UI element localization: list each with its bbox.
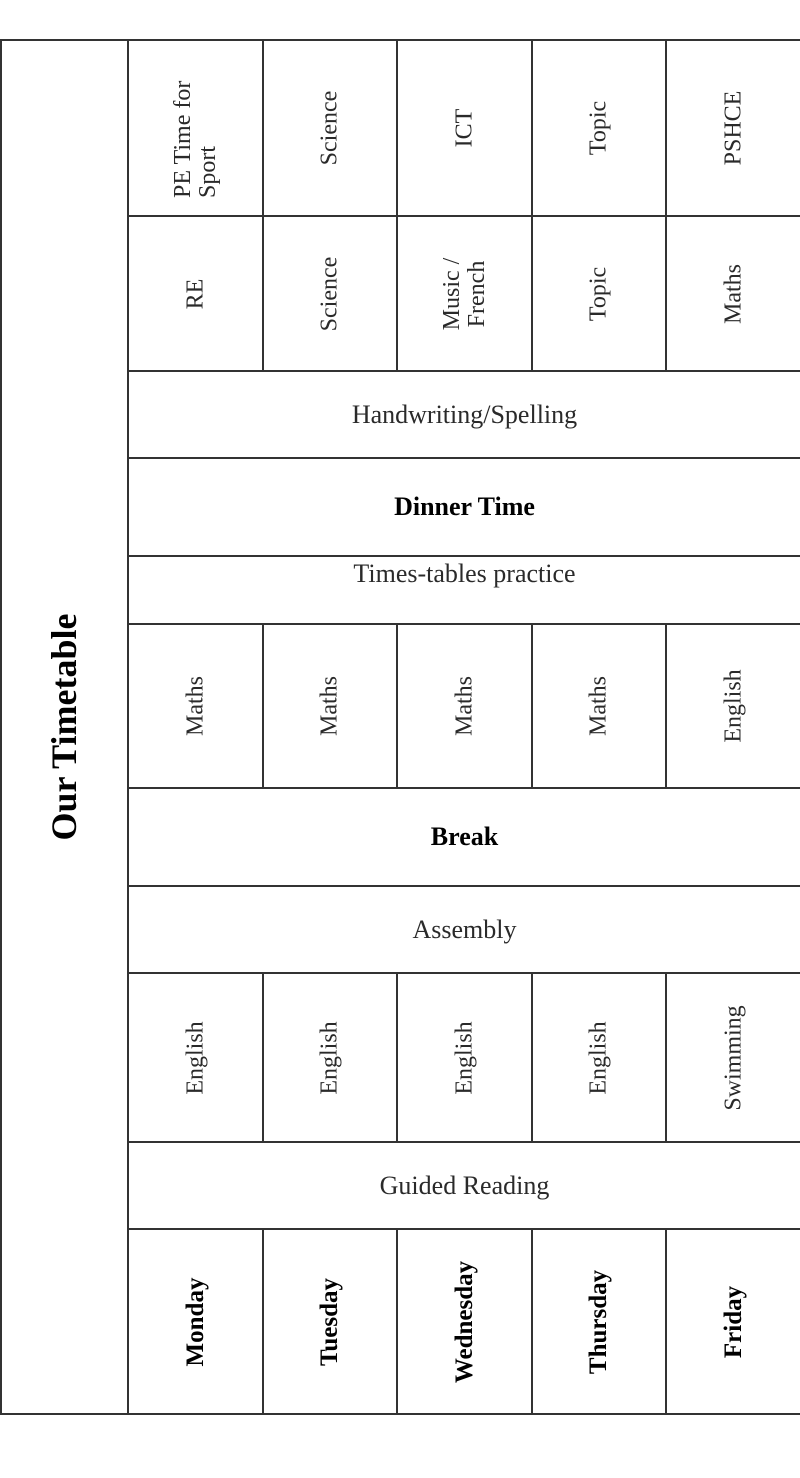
slot-wednesday-session2 bbox=[398, 625, 531, 787]
slot-wednesday-session1 bbox=[398, 974, 531, 1141]
slot-friday-afternoon1 bbox=[667, 217, 800, 370]
day-label: Monday bbox=[181, 1277, 209, 1366]
break-label: Break bbox=[430, 822, 499, 851]
times-tables-label: Times-tables practice bbox=[353, 559, 576, 588]
day-thursday bbox=[533, 1230, 665, 1413]
dinner-label: Dinner Time bbox=[394, 492, 535, 521]
slot-label: Maths bbox=[719, 263, 746, 324]
day-label: Wednesday bbox=[450, 1260, 478, 1383]
slot-thursday-session1 bbox=[533, 974, 665, 1141]
slot-wednesday-afternoon2 bbox=[398, 41, 531, 215]
slot-label: Science bbox=[316, 256, 343, 331]
slot-label: English bbox=[316, 1020, 343, 1095]
times-tables-row bbox=[129, 557, 800, 623]
slot-thursday-afternoon1 bbox=[533, 217, 665, 370]
slot-label: English bbox=[719, 669, 746, 743]
slot-label: Maths bbox=[450, 676, 477, 736]
assembly-label: Assembly bbox=[412, 914, 517, 944]
guided-reading-row bbox=[129, 1143, 800, 1228]
slot-monday-session2 bbox=[129, 625, 262, 787]
slot-label: ICT bbox=[450, 108, 477, 148]
dinner-row bbox=[129, 459, 800, 555]
slot-label: Swimming bbox=[719, 1004, 746, 1111]
day-label: Tuesday bbox=[315, 1277, 343, 1366]
assembly-row bbox=[129, 887, 800, 972]
slot-monday-afternoon1 bbox=[129, 217, 262, 370]
slot-label: Maths bbox=[585, 676, 612, 736]
slot-label: English bbox=[585, 1020, 612, 1095]
slot-wednesday-afternoon1 bbox=[398, 217, 531, 370]
slot-label: PE Time for Sport bbox=[169, 80, 221, 198]
day-monday bbox=[129, 1230, 262, 1413]
slot-tuesday-afternoon1 bbox=[264, 217, 396, 370]
guided-reading-label: Guided Reading bbox=[379, 1170, 550, 1200]
day-friday bbox=[667, 1230, 800, 1413]
slot-label: RE bbox=[181, 278, 208, 309]
break-row bbox=[129, 789, 800, 885]
day-wednesday bbox=[398, 1230, 531, 1413]
slot-label: Topic bbox=[585, 266, 612, 321]
handwriting-label: Handwriting/Spelling bbox=[351, 399, 578, 429]
slot-label: Maths bbox=[316, 676, 343, 736]
slot-label: Topic bbox=[585, 100, 612, 156]
slot-label: Maths bbox=[181, 676, 208, 736]
slot-tuesday-session2 bbox=[264, 625, 396, 787]
slot-label: English bbox=[450, 1020, 477, 1095]
slot-monday-session1 bbox=[129, 974, 262, 1141]
slot-friday-afternoon2 bbox=[667, 41, 800, 215]
slot-label: Music / French bbox=[438, 257, 490, 330]
slot-thursday-session2 bbox=[533, 625, 665, 787]
handwriting-row bbox=[129, 372, 800, 457]
slot-label: Science bbox=[316, 90, 343, 166]
slot-friday-session1 bbox=[667, 974, 800, 1141]
slot-monday-afternoon2 bbox=[129, 41, 262, 215]
timetable-title-cell bbox=[2, 41, 127, 1413]
slot-label: PSHCE bbox=[719, 90, 746, 166]
day-tuesday bbox=[264, 1230, 396, 1413]
timetable-title: Our Timetable bbox=[43, 613, 84, 841]
slot-label: English bbox=[181, 1020, 208, 1095]
slot-friday-session2 bbox=[667, 625, 800, 787]
slot-thursday-afternoon2 bbox=[533, 41, 665, 215]
day-label: Thursday bbox=[584, 1269, 612, 1374]
slot-tuesday-afternoon2 bbox=[264, 41, 396, 215]
day-label: Friday bbox=[719, 1285, 747, 1358]
slot-tuesday-session1 bbox=[264, 974, 396, 1141]
